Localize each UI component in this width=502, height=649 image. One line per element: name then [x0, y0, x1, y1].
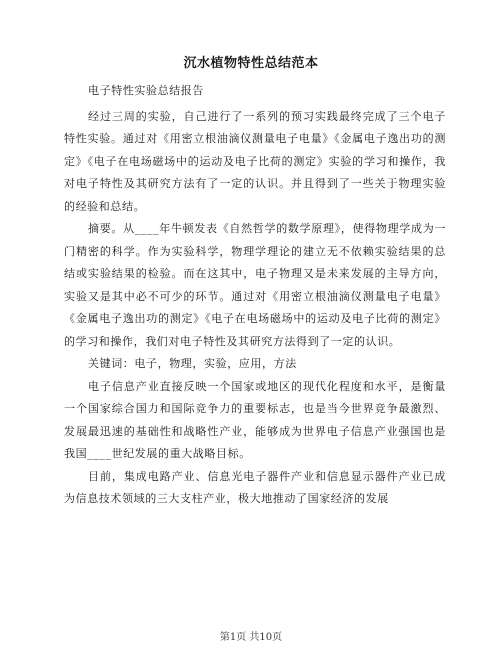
- paragraph-intro: 经过三周的实验，自己进行了一系列的预习实践最终完成了三个电子特性实验。通过对《用密立根油滴仪测量电子电量》《金属电子逸出功的测定》《电子在电场磁场中的运动及电子比荷的测定》实验的学习和操作，我对电子特性及其研究方法有了一定的认识。并且得到了一些关于物理实验的经验和总结。: [64, 109, 446, 213]
- paragraph-industry: 电子信息产业直接反映一个国家或地区的现代化程度和水平，是衡量一个国家综合国力和国际竞争力的重要标志，也是当今世界竞争最激烈、发展最迅速的基础性和战略性产业，能够成为世界电子信息产业强国也是我国____世纪发展的重大战略目标。: [64, 379, 446, 460]
- document-title: 沉水植物特性总结范本: [183, 56, 319, 71]
- document-body: [64, 80, 446, 511]
- page-footer: 第1页 共10页: [219, 632, 283, 643]
- section-heading: 电子特性实验总结报告: [88, 84, 204, 97]
- paragraph-current: 目前，集成电路产业、信息光电子器件产业和信息显示器件产业已成为信息技术领域的三大支柱产业，极大地推动了国家经济的发展: [64, 469, 446, 505]
- paragraph-abstract: 摘要。从____年牛顿发表《自然哲学的数学原理》，使得物理学成为一门精密的科学。作为实验科学，物理学理论的建立无不依赖实验结果的总结或实验结果的检验。而在这其中，电子物理又是未来发展的主导方向，实验又是其中必不可少的环节。通过对《用密立根油滴仪测量电子电量》《金属电子逸出功的测定》《电子在电场磁场中的运动及电子比荷的测定》的学习和操作，我们对电子特性及其研究方法得到了一定的认识。: [64, 222, 446, 348]
- paragraph-keywords: 关键词：电子，物理，实验，应用，方法: [88, 357, 297, 370]
